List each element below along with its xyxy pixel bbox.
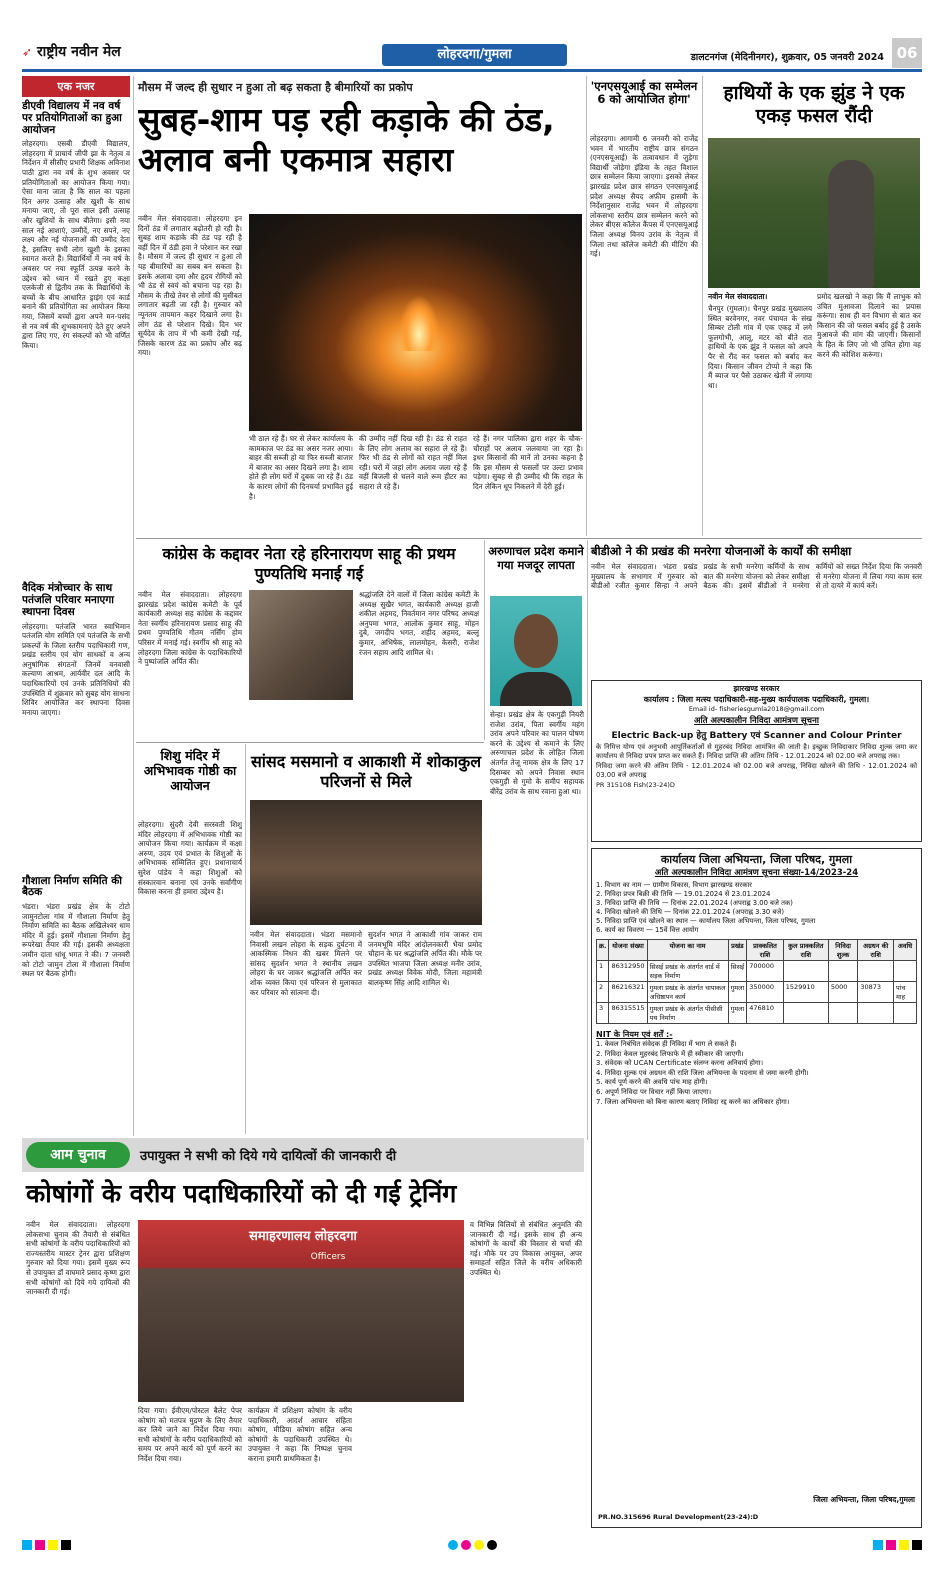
election-kicker: उपायुक्त ने सभी को दिये गये दायित्वों की जानकारी दी <box>140 1149 397 1164</box>
mgnrega-body: नवीन मेल संवाददाता। भंडरा प्रखंड मुख्यालय के सभागार में गुरुवार को बीडीओ रजीत कुमार सिन्हा ने अपने प्रखंड के सभी मनरेगा कर्मियों के साथ बात की मनरेगा योजना को लेकर समीक्षा बैठक की। इसमें बीडीओ ने मनरेगा कर्मियों को सख्त निर्देश दिया कि जनवरी से मनरेगा योजना में लिया गया काम स्तर से तो दायरे में कार्य करें। <box>591 562 922 591</box>
tender2-table <box>596 939 917 1024</box>
tender-notice-fisheries <box>591 680 922 842</box>
magenta-swatch-icon <box>35 1540 45 1550</box>
table-header-row <box>597 940 917 961</box>
tender2-nit-line: 1. केवल निबंधित संवेदक ही निविदा में भाग ले सकते हैं। <box>596 1040 737 1048</box>
brand-name: राष्ट्रीय नवीन मेल <box>36 44 121 60</box>
magenta-dot-icon <box>461 1540 471 1550</box>
tender1-office: कार्यालय : जिला मत्स्य पदाधिकारी-सह-मुख्य कार्यपालक पदाधिकारी, गुमला। <box>643 695 870 704</box>
col-divider-congress <box>484 540 485 740</box>
elephant-photo-caption: नवीन मेल संवाददाता। <box>708 292 768 301</box>
col-divider-lead <box>586 76 587 536</box>
brand-logo <box>22 42 134 64</box>
tender1-email: Email id- fisheriesgumla2018@gmail.com <box>688 705 825 713</box>
brief-title-gaushala: गौशाला निर्माण समिति की बैठक <box>22 874 123 899</box>
magenta-swatch-icon <box>886 1540 896 1550</box>
lead-body-col2: भी ठाल रहे हैं। घर से लेकर कार्यालय के कामकाज पर ठंड का असर नजर आया। बाहर की सब्जी हो या फिर सब्जी बाजार में बाजार का असर दिखने लगा है। शाम होते ही लोग घरों में दुबक जा रहे हैं। ठंड के कारण लोगों की दिनचर्या प्रभावित हुई है। <box>249 434 353 501</box>
table-cell: गुमला <box>728 982 747 1003</box>
masthead-rule <box>22 69 922 72</box>
yellow-swatch-icon <box>899 1540 909 1550</box>
tender2-info-line: 3. निविदा प्राप्ति की तिथि — दिनांक 22.01.2024 (अपराह्न 3.00 बजे तक) <box>596 899 793 907</box>
row-divider-top <box>136 538 922 539</box>
elephant-photo-field <box>708 138 920 288</box>
elephant-headline: हाथियों के एक झुंड ने एक एकड़ फसल रौंदी <box>723 82 905 127</box>
ek-nazar-label: एक नजर <box>22 76 130 97</box>
tender2-ref: PR.NO.315696 Rural Development(23-24):D <box>598 1513 759 1521</box>
table-cell <box>858 1003 894 1024</box>
registration-marks-left <box>22 1540 71 1550</box>
fire-flames-icon <box>399 296 439 351</box>
tender2-subtitle: अति अल्पकालीन निविदा आमंत्रण सूचना संख्या-14/2023-24 <box>654 868 859 878</box>
table-cell <box>894 961 917 982</box>
yellow-dot-icon <box>474 1540 484 1550</box>
congress-body-col1: नवीन मेल संवाददाता। लोहरदगा झारखंड प्रदेश कांग्रेस कमेटी के पूर्व कार्यकारी अध्यक्ष सह कांग्रेस के कद्दावर नेता स्वर्गीय हरिनारायण प्रसाद साहू की प्रथम पुण्यतिथि गौतम नर्सिंग होम परिसर में मनाई गई। स्वर्गीय श्री साहू को लोहरदगा जिला कांग्रेस के पदाधिकारियों ने पुष्पांजलि अर्पित की। <box>138 590 242 667</box>
tender2-info-line: 2. निविदा प्रपत्र बिक्री की तिथि — 19.01.2024 से 23.01.2024 <box>596 890 771 898</box>
table-header: अवधि <box>894 940 917 961</box>
yellow-swatch-icon <box>48 1540 58 1550</box>
tender1-govt-head: झारखण्ड सरकार <box>733 684 780 693</box>
table-cell: 86216321 <box>609 982 647 1003</box>
tender2-info-line: 1. विभाग का नाम — ग्रामीण विकास, विभाग झारखण्ड सरकार <box>596 881 752 889</box>
table-cell: गुमला प्रखंड के अंतर्गत पीसीसी पथ निर्माण <box>647 1003 728 1024</box>
tender2-nit-line: 4. निविदा शुल्क एवं अग्रधन की राशि जिला अभियन्ता के पदनाम से जमा करनी होगी। <box>596 1068 809 1077</box>
nsui-headline: 'एनएसयूआई का सम्मेलन 6 को आयोजित होगा' <box>590 79 698 106</box>
page-number: 06 <box>892 38 922 68</box>
table-header: कुल प्राक्कलित राशि <box>783 940 828 961</box>
brief-body-gaushala: भंडरा। भंडरा प्रखंड क्षेत्र के टोटो जामुनटोला गांव में गौशाला निर्माण हेतु निर्माण समिति का बैठक अखिलेश्वर धाम मंदिर में हुई। इसमें गौशाला निर्माण हेतु रूपरेखा तैयार की गई। इसकी अध्यक्षता जमीन दाता धांधू भगत ने की। 7 जनवरी को टोटो जामुन टोला में गौशाला निर्माण स्थल पर बैठक होगी। <box>22 902 130 979</box>
election-tag: आम चुनाव <box>26 1142 130 1168</box>
lead-body-col1: नवीन मेल संवाददाता। लोहरदगा इन दिनों ठंड में लगातार बढ़ोतरी हो रही है। सुबह शाम कड़ाके की ठंड पड़ रही है वहीं दिन में ठंडी हवा ने परेशान कर रखा है। मौसम में जल्द ही सुधार न हुआ तो यह बीमारियों का सबब बन सकता है। इसके अलावा दमा और हृदय रोगियों को भी ठंड से स्वयं को बचाना पड़ रहा है। मौसम के तीखे तेवर से लोगों की मुसीबत लगातार बढ़ती जा रही है। गुरुवार को न्यूनतम तापमान कहर दिखाने लगा है। लोग ठंड से परेशान दिखे। दिन भर सूर्यदेव के ताप में भी कमी देखी गई, जिसके कारण ठंड का प्रकोप और बढ़ गया। <box>138 214 242 358</box>
election-body-col4: व विभिन्न विलियों से संबंधित अनुमति की जानकारी दी गई। इसके साथ ही अन्य कोषांगों के कार्यों की विस्तार से चर्चा की गई। मौके पर उप विकास आयुक्त, अपर समाहर्ता सहित जिले के वरीय अधिकारी उपस्थित थे। <box>470 1220 582 1277</box>
table-cell: 700000 <box>747 961 784 982</box>
table-cell <box>828 1003 858 1024</box>
table-cell: 86312950 <box>609 961 647 982</box>
brief-body-patanjali: लोहरदगा। पतंजलि भारत स्वाभिमान पतंजलि योग समिति एवं पतंजलि के सभी प्रकल्पों के जिला स्तरीय पदाधिकारी गण, प्रखंड स्तरीय एवं योग साधकों व अन्य अनुषांगिक संगठनों जिनमें वनवासी कल्याण आश्रम, आर्यवीर दल आदि के पदाधिकारियों एवं उनके प्रतिनिधियों की उपस्थिति में शुक्रवार को सुबह योग साधना शिविर आयोजित कर स्थापना दिवस मनाया जाएगा। <box>22 621 130 717</box>
lead-photo-bonfire <box>249 214 582 431</box>
table-row <box>597 1003 917 1024</box>
missing-headline: अरुणाचल प्रदेश कमाने गया मजदूर लापता <box>488 544 584 572</box>
table-header: योजना संख्या <box>609 940 647 961</box>
lead-headline: सुबह-शाम पड़ रही कड़ाके की ठंड, अलाव बनी एकमात्र सहारा <box>138 100 555 179</box>
table-cell <box>828 961 858 982</box>
tender2-nit-title: NIT के नियम एवं शर्तें :- <box>596 1030 673 1039</box>
table-cell <box>858 961 894 982</box>
table-cell: 3 <box>597 1003 609 1024</box>
cyan-swatch-icon <box>873 1540 883 1550</box>
election-photo-training <box>138 1220 464 1402</box>
brief-title-dav: डीएवी विद्यालय में नव वर्ष पर प्रतियोगिताओं का हुआ आयोजन <box>22 100 122 136</box>
tender1-dates: निविदा जमा करने की अंतिम तिथि - 12.01.2024 को 02.00 बजे अपराह्न, निविदा खोलने की तिथि - 12.01.2024 को 03.00 बजे अपराह्न <box>596 762 917 779</box>
table-cell: 1 <box>597 961 609 982</box>
masmano-headline: सांसद मसमानो व आकाशी में शोकाकुल परिजनों से मिले <box>250 752 482 791</box>
election-body-col3: कार्यक्रम में प्रशिक्षण कोषांग के वरीय पदाधिकारी, आदर्श आचार संहिता कोषांग, मीडिया कोषांग सहित अन्य कोषांगों के पदाधिकारी उपस्थित थे। उपायुक्त ने कहा कि निष्पक्ष चुनाव कराना हमारी प्राथमिकता है। <box>248 1406 352 1463</box>
tender2-nit-line: 2. निविदा केवल मुहरबंद लिफाफे में ही स्वीकार की जाएगी। <box>596 1049 744 1058</box>
masthead <box>22 38 922 68</box>
tender2-nit-list <box>596 1040 917 1107</box>
election-photo-sub-text: Officers <box>310 1252 346 1262</box>
tender2-title: कार्यालय जिला अभियन्ता, जिला परिषद, गुमला <box>660 853 853 866</box>
table-cell: पांच माह <box>894 982 917 1003</box>
brief-title-patanjali: वैदिक मंत्रोच्चार के साथ पतंजलि परिवार मनाएगा स्थापना दिवस <box>22 582 114 618</box>
table-header: निविदा शुल्क <box>828 940 858 961</box>
table-cell <box>783 1003 828 1024</box>
table-cell: 350000 <box>747 982 784 1003</box>
tender2-info-line: 6. कार्य का विवरण — 15वें वित्त आयोग <box>596 926 699 934</box>
person-shoulders-icon <box>500 672 572 706</box>
col-divider-shishu <box>245 744 246 1134</box>
table-cell <box>783 961 828 982</box>
registration-marks-right <box>873 1540 922 1550</box>
black-dot-icon <box>487 1540 497 1550</box>
table-cell: 2 <box>597 982 609 1003</box>
table-cell: 86315515 <box>609 1003 647 1024</box>
table-header: योजना का नाम <box>647 940 728 961</box>
dateline: डालटनगंज (मेदिनीनगर), शुक्रवार, 05 जनवरी 2024 <box>690 52 884 63</box>
table-header: अग्रधन की राशि <box>858 940 894 961</box>
tender2-nit-line: 7. जिला अभियन्ता को बिना कारण बताए निविदा रद्द करने का अधिकार होगा। <box>596 1097 790 1106</box>
table-cell: सिसई <box>728 961 747 982</box>
election-body-col1: नवीन मेल संवाददाता। लोहरदगा लोकसभा चुनाव की तैयारी से संबंधित सभी कोषांगों के वरीय पदाधिकारियों को राज्यस्तरीय मास्टर ट्रेनर द्वारा प्रशिक्षण गुरुवार को दिया गया। इसमें मुख्य रूप से उपायुक्त डॉ वाघमारे प्रसाद कृष्ण द्वारा सभी कोषांगों को दिये गये दायित्वों की जानकारी दी गई। <box>26 1220 130 1297</box>
tender2-nit-line: 5. कार्य पूर्ण करने की अवधि पांच माह होगी। <box>596 1078 708 1087</box>
left-column <box>22 76 130 1136</box>
masmano-photo-meeting <box>250 800 482 925</box>
masmano-body-col2: सुदर्शन भगत ने आकाशी गांव जाकर राम जनमभूमि मंदिर आंदोलनकारी भैया प्रमोद चौहान के घर श्रद्धांजलि अर्पित की। मौके पर उपस्थित भाजपा जिला अध्यक्ष मनीर उरांव, प्रखंड अध्यक्ष विवेक मोदी, जिला महामंत्री बालकृष्ण सिंह आदि शामिल थे। <box>368 930 482 987</box>
cyan-dot-icon <box>448 1540 458 1550</box>
tender2-signature: जिला अभियन्ता, जिला परिषद,गुमला <box>813 1495 915 1504</box>
brand-bird-icon: ➶ <box>22 45 33 59</box>
table-row <box>597 961 917 982</box>
farmer-figure-icon <box>828 160 874 288</box>
col-divider-missing <box>587 540 588 1140</box>
tender-notice-zila-parishad <box>591 848 922 1528</box>
footer-color-bar <box>22 1540 922 1550</box>
tender2-nit-line: 6. अपूर्ण निविदा पर विचार नहीं किया जाएगा। <box>596 1087 712 1096</box>
table-cell: गुमला <box>728 1003 747 1024</box>
col-divider-nsui <box>702 76 703 536</box>
congress-headline: कांग्रेस के कद्दावर नेता रहे हरिनारायण साहू की प्रथम पुण्यतिथि मनाई गई <box>162 545 456 583</box>
table-row <box>597 982 917 1003</box>
row-divider-mid <box>136 742 484 743</box>
table-cell <box>894 1003 917 1024</box>
elephant-body-col2: प्रमोद खलखो ने कहा कि मैं लाभुक को उचित मुआवजा दिलाने का प्रयास करूंगा। साथ ही वन विभाग से बात कर किसान की जो फसल बर्बाद हुई है उसके मुआवजे की मांग की जाएगी। किसानों के हित के लिए जो भी उचित होगा वह करने की कोशिश करूंगा। <box>817 292 921 359</box>
election-strip <box>22 1138 584 1172</box>
lead-kicker: मौसम में जल्द ही सुधार न हुआ तो बढ़ सकता है बीमारियों का प्रकोप <box>138 81 413 94</box>
table-header: प्रखंड <box>728 940 747 961</box>
tender2-nit-line: 3. संवेदक को UCAN Certificate संलग्न करना अनिवार्य होगा। <box>596 1059 764 1068</box>
section-banner <box>382 44 567 66</box>
tender1-product: Electric Back-up हेतु Battery एवं Scanner and Colour Printer <box>611 731 902 741</box>
table-header: प्राक्कलित राशि <box>747 940 784 961</box>
table-cell: 5000 <box>828 982 858 1003</box>
masmano-body-col1: नवीन मेल संवाददाता। भंडरा मसमानो निवासी लखन लोहरा के सड़क दुर्घटना में आकस्मिक निधन की खबर मिलने पर सांसद सुदर्शन भगत ने स्थानीय लखन लोहरा के घर जाकर श्रद्धांजलि अर्पित कर शोक व्यक्त किया एवं परिजन से मुलाकात कर परिवार को सांत्वना दी। <box>250 930 362 997</box>
lead-body-col3: की उम्मीद नहीं दिख रही है। ठंड से राहत के लिए लोग अलाव का सहारा ले रहे हैं। फिर भी ठंड से लोगों को राहत नहीं मिल रही। घरों में जहां लोग अलाव जला रहे हैं वहीं बिजली से चलने वाले रूम हीटर का सहारा ले रहे हैं। <box>359 434 467 491</box>
missing-person-photo <box>490 596 582 706</box>
elephant-body-col1: चैनपुर (गुमला)। चैनपुर प्रखंड मुख्यालय स्थित बरवेनगर, नवर पंचायत के संख सिम्बर टोली गांव में एक एकड़ में लगे फूलगोभी, आलू, मटर को बीते रात हाथियों के एक झुंड ने फसल को अपने पैर से रौंद कर फसल को बर्बाद कर दिया। किसान जीवन टोप्पो ने कहा कि मैं ब्याज पर पैसे उठाकर खेती में लगाया था। <box>708 304 812 390</box>
brief-body-dav: लोहरदगा। एसबी डीएवी विद्यालय, लोहरदगा में प्राचार्य जीपी झा के नेतृत्व व निर्देशन में सीसीए प्रभारी शिक्षक अविनाश पाठी द्वारा नव वर्ष के शुभ अवसर पर प्रतियोगिताओं का आयोजन किया गया। ऐसा माना जाता है कि साल का पहला दिन अगर उत्साह और खुशी के साथ मनाया जाए, तो पूरा साल इसी उत्साह और खुशियों के साथ बीतेगा। इसी नया साल नई आशाएं, उम्मीदें, नए सपने, नए लक्ष्य और नई योजनाओं की उम्मीद देता है, इसलिए सभी लोग खुशी के इसका स्वागत करते हैं। विद्यार्थियों में नव वर्ष के अवसर पर नया स्फूर्ति उत्पन्न करने के उद्देश्य को ध्यान में रखते हुए कक्षा एलकेजी से द्वितीय तक के विद्यार्थियों के बच्चों के बीच आधारित ड्राइंग एवं कार्ड बनाने की प्रतियोगिता का आयोजन किया गया, जिसमें बच्चों द्वारा अपने मन-पसंद से नव वर्ष की शुभकामनाएं देते हुए अपने द्वारा लिए गए, रंग संकल्पों को भी वर्णित किया। <box>22 139 130 350</box>
tender1-title: अति अल्पकालीन निविदा आमंत्रण सूचना <box>694 716 819 726</box>
black-swatch-icon <box>912 1540 922 1550</box>
table-cell: गुमला प्रखंड के अंतर्गत चापाकल अधिष्ठापन कार्य <box>647 982 728 1003</box>
election-photo-banner-text: समाहरणालय लोहरदगा <box>249 1229 357 1244</box>
election-body-col2: दिया गया। ईवीएम/पोस्टल बैलेट पेपर कोषांग को मतपत्र मुद्रण के लिए तैयार कर लिये जाने का निर्देश दिया गया। सभी कोषांगों के वरीय पदाधिकारियों को समय पर अपने कार्य को पूर्ण करने का निर्देश दिया गया। <box>138 1406 242 1463</box>
table-cell: 476810 <box>747 1003 784 1024</box>
tender2-info-line: 4. निविदा खोलने की तिथि — दिनांक 22.01.2024 (अपराह्न 3.30 बजे) <box>596 908 784 916</box>
tender1-ref: PR 315108 Fish(23-24)D <box>596 781 675 790</box>
mgnrega-headline: बीडीओ ने की प्रखंड की मनरेगा योजनाओं के कार्यों की समीक्षा <box>591 544 852 558</box>
shishu-body: लोहरदगा। सुंदरी देवी सरस्वती शिशु मंदिर लोहरदगा में अभिभावक गोष्ठी का आयोजन किया गया। कार्यक्रम में कक्षा अरुण, उदय एवं प्रभात के शिशुओं के अभिभावक सम्मिलित हुए। प्रधानाचार्य सुरेश पांडेय ने कहा शिशुओं को संस्कारवान बनाना एवं उनके सर्वांगीण विकास करना ही हमारा उद्देश्य है। <box>138 820 242 897</box>
election-headline: कोषांगों के वरीय पदाधिकारियों को दी गई ट्रेनिंग <box>26 1179 457 1208</box>
cyan-swatch-icon <box>22 1540 32 1550</box>
tender2-info-list <box>596 881 917 935</box>
congress-photo-tribute <box>249 590 353 700</box>
lead-body-col4: रहे हैं। नगर पालिका द्वारा शहर के चौक-चौराहों पर अलाव जलवाया जा रहा है। इधर किसानों की मानें तो उनका कहना है कि इस मौसम से फसलों पर उल्टा प्रभाव पड़ेगा। सुबह से ही उम्मीद थी कि राहत के दिन लेकिन धूप निकलने में देरी हुई। <box>473 434 583 491</box>
tender2-info-line: 5. निविदा प्राप्ति एवं खोलने का स्थान — कार्यालय जिला अभियन्ता, जिला परिषद, गुमला <box>596 917 816 925</box>
table-cell: 30873 <box>858 982 894 1003</box>
section-name: लोहरदगा/गुमला <box>437 47 512 62</box>
congress-body-col2: श्रद्धांजलि देने वालों में जिला कांग्रेस कमेटी के अध्यक्ष सुखैर भगत, कार्यकारी अध्यक्ष हाजी शकील अहमद, निवर्तमान नगर परिषद अध्यक्ष अनुपमा भगत, आलोक कुमार साहू, मोहन दुबे, जगदीप भगत, शहीद अहमद, बल्लू कुमार, अभिषेक, लालमोहन, केसरी, राजेश रंजन सहाय आदि शामिल थे। <box>359 590 479 657</box>
tender1-body: के निमित्त योग्य एवं अनुभवी आपूर्तिकर्ताओं से मुहरबंद निविदा आमंत्रित की जाती है। इच्छुक निविदाकार निविदा शुल्क जमा कर कार्यालय से निविदा प्रपत्र प्राप्त कर सकते हैं। निविदा प्राप्ति की अंतिम तिथि - 12.01.2024 को 02.00 बजे अपराह्न तक। <box>596 743 917 760</box>
black-swatch-icon <box>61 1540 71 1550</box>
col-divider-left <box>133 76 134 1136</box>
person-face-icon <box>514 614 558 668</box>
missing-body: सेन्हा। प्रखंड क्षेत्र के एकगुड़ी नियरी राजेश उरांव, पिता स्वर्गीय महंग उरांव अपने परिवार का पालन पोषण करने के उद्देश्य से कमाने के लिए अरुणाचल प्रदेश के लोहित जिला अंतर्गत तेजू नामक क्षेत्र के लिए 17 दिसम्बर को अपने निवास स्थान एकगुड़ी से गुमो के समीप सहायक बीरेंद्र उरांव के साथ रवाना हुआ था। <box>490 710 584 796</box>
nsui-body: लोहरदगा। आगामी 6 जनवरी को राजेंद्र भवन में भारतीय राष्ट्रीय छात्र संगठन (एनएसयूआई) के तत्वावधान में जुड़ेगा विद्यार्थी जोड़ेगा इंडिया के तहत विशाल छात्र सम्मेलन किया जाएगा। इसको लेकर झारखंड प्रदेश छात्र संगठन एनएसयूआई प्रदेश अध्यक्ष सैयद अफ़ीम हासमी के निर्देशानुसार राजेंद्र भवन में लोहरदगा लोकसभा स्तरीय छात्र सम्मेलन करने को लेकर बीएस कॉलेज कैंपस में एनएसयूआई जिला अध्यक्ष विनय उरांव के नेतृत्व में जिला तथा कॉलेज कमेटी की मीटिंग की गई। <box>590 134 698 259</box>
table-cell: सिसई प्रखंड के अंतर्गत वार्ड में सड़क निर्माण <box>647 961 728 982</box>
table-cell: 1529910 <box>783 982 828 1003</box>
registration-marks-center <box>448 1540 497 1550</box>
table-header: क्र. <box>597 940 609 961</box>
shishu-headline: शिशु मंदिर में अभिभावक गोष्ठी का आयोजन <box>143 748 237 793</box>
